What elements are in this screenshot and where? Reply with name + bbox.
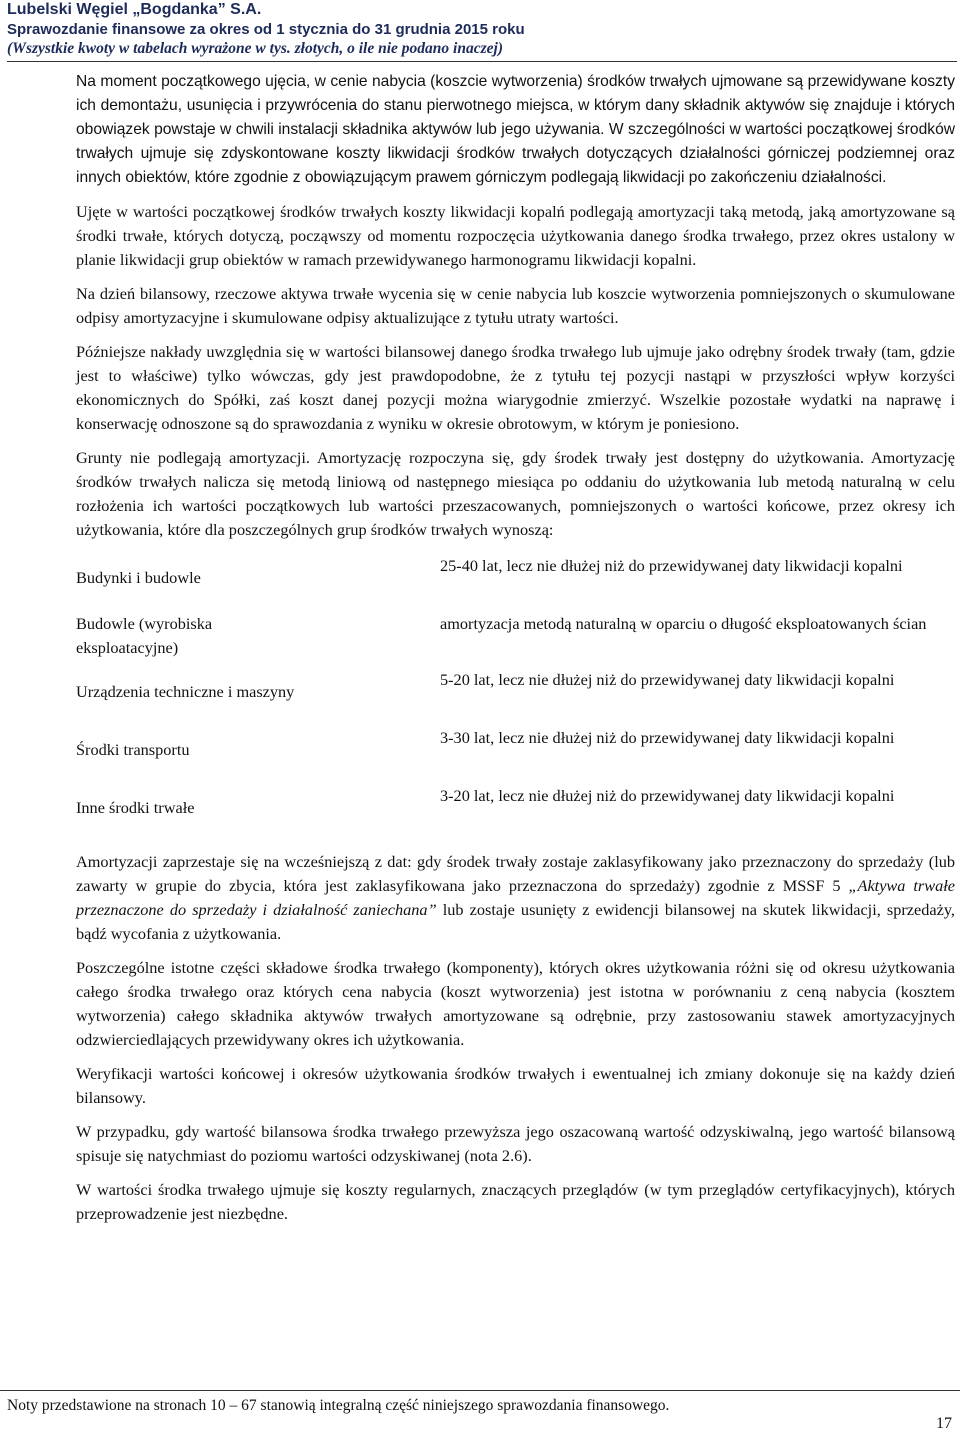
paragraph-residual-review: Weryfikacji wartości końcowej i okresów użytkowania środków trwałych i ewentualnej ich zmiany dokonuje się na każdy dzień bilansowy.: [76, 1064, 955, 1107]
depreciation-period: 3-30 lat, lecz nie dłużej niż do przewidywanej daty likwidacji kopalni: [440, 728, 895, 747]
paragraph-initial-recognition: [76, 70, 955, 190]
header-divider: [7, 61, 957, 62]
paragraph-depreciation-cessation: [76, 850, 955, 946]
asset-group: Środki transportu: [76, 740, 190, 759]
paragraph-text: lub zostaje usunięty z ewidencji bilansowej na skutek likwidacji, sprzedaży, bądź wycofania z użytkowania.: [76, 900, 955, 943]
depreciation-period: 3-20 lat, lecz nie dłużej niż do przewidywanej daty likwidacji kopalni: [440, 786, 895, 805]
page-number: 17: [936, 1415, 952, 1432]
ifrs5-title: „Aktywa trwałe przeznaczone do sprzedaży i działalność zaniechana”: [76, 876, 955, 919]
depreciation-period: 25-40 lat, lecz nie dłużej niż do przewidywanej daty likwidacji kopalni: [440, 556, 903, 575]
footer-divider: [0, 1390, 960, 1391]
report-title: Sprawozdanie finansowe za okres od 1 stycznia do 31 grudnia 2015 roku: [7, 21, 525, 38]
company-name: Lubelski Węgiel „Bogdanka” S.A.: [7, 1, 262, 18]
paragraph-depreciation: Grunty nie podlegają amortyzacji. Amortyzację rozpoczyna się, gdy środek trwały jest dostępny do użytkowania. Amortyzację środków trwałych nalicza się metodą liniową od następnego miesiąca po oddaniu do użytkowania lub metodą naturalną w celu rozłożenia ich wartości początkowych lub wartości przeszacowanych, pomniejszonych o wartości końcowe, przez okresy ich użytkowania, które dla poszczególnych grup środków trwałych wynoszą:: [76, 448, 955, 539]
paragraph-liquidation-costs: Ujęte w wartości początkowej środków trwałych koszty likwidacji kopalń podlegają amortyzacji taką metodą, jaką amortyzowane są środki trwałe, których dotyczą, począwszy od momentu rozpoczęcia użytkowania danego środka trwałego, przez okres ustalony w planie likwidacji grup obiektów w ramach przewidywanego harmonogramu likwidacji kopalni.: [76, 202, 955, 269]
paragraph-inspections: W wartości środka trwałego ujmuje się koszty regularnych, znaczących przeglądów (w tym przeglądów certyfikacyjnych), których przeprowadzenie jest niezbędne.: [76, 1180, 955, 1223]
depreciation-period: 5-20 lat, lecz nie dłużej niż do przewidywanej daty likwidacji kopalni: [440, 670, 895, 689]
depreciation-period: amortyzacja metodą naturalną w oparciu o długość eksploatowanych ścian: [440, 614, 927, 633]
paragraph-text: W szczególności w wartości początkowej środków trwałych ujmuje się zdyskontowane koszty likwidacji środków trwałych dotyczących działalności górniczej podziemnej oraz innych obiektów, które zgodnie z obowiązującym prawem górniczym podlegają likwidacji po zakończeniu działalności.: [76, 121, 955, 186]
paragraph-impairment: W przypadku, gdy wartość bilansowa środka trwałego przewyższa jego oszacowaną wartość odzyskiwalną, jego wartość bilansową spisuje się natychmiast do poziomu wartości odzyskiwanej (nota 2.6).: [76, 1122, 955, 1165]
asset-group: Budowle (wyrobiska eksploatacyjne): [76, 614, 213, 657]
amounts-note: (Wszystkie kwoty w tabelach wyrażone w tys. złotych, o ile nie podano inaczej): [7, 40, 503, 57]
paragraph-balance-valuation: Na dzień bilansowy, rzeczowe aktywa trwałe wycenia się w cenie nabycia lub koszcie wytworzenia pomniejszonych o skumulowane odpisy amortyzacyjne i skumulowane odpisy aktualizujące z tytułu utraty wartości.: [76, 284, 955, 327]
paragraph-text: Na moment początkowego ujęcia, w cenie nabycia (koszcie wytworzenia) środków trwałych ujmowane są przewidywane koszty ich demontażu, usunięcia i przywrócenia do stanu pierwotnego miejsca, w którym dany składnik aktywów się znajduje i których obowiązek powstaje w chwili instalacji składnika aktywów lub jego używania.: [76, 73, 955, 138]
asset-group: Urządzenia techniczne i maszyny: [76, 682, 295, 701]
paragraph-subsequent-costs: Późniejsze nakłady uwzględnia się w wartości bilansowej danego środka trwałego lub ujmuje jako odrębny środek trwały (tam, gdzie jest to właściwe) tylko wówczas, gdy jest prawdopodobne, że z tytułu tej pozycji nastąpi w przyszłości wpływ korzyści ekonomicznych do Spółki, zaś koszt danej pozycji można wiarygodnie zmierzyć. Wszelkie pozostałe wydatki na naprawę i konserwację odnoszone są do sprawozdania z wyniku w okresie obrotowym, w którym je poniesiono.: [76, 342, 955, 433]
depreciation-periods-table: [76, 552, 955, 842]
footer-note: Noty przedstawione na stronach 10 – 67 stanowią integralną część niniejszego sprawozdania finansowego.: [7, 1397, 670, 1414]
paragraph-text: Amortyzacji zaprzestaje się na wcześniejszą z dat: gdy środek trwały zostaje zaklasyfikowany jako przeznaczony do sprzedaży (lub zawarty w grupie do zbycia, która jest zaklasyfikowana jako przeznaczona do sprzedaży) zgodnie z MSSF 5: [76, 852, 955, 895]
document-header: [7, 0, 957, 58]
asset-group: Budynki i budowle: [76, 568, 201, 587]
paragraph-components: Poszczególne istotne części składowe środka trwałego (komponenty), których okres użytkowania różni się od okresu użytkowania całego środka trwałego oraz których cena nabycia (koszt wytworzenia) jest istotna w porównaniu z ceną nabycia (kosztem wytworzenia) całego składnika aktywów trwałych amortyzowane są odrębnie, przy zastosowaniu stawek amortyzacyjnych odzwierciedlających przewidywany okres ich użytkowania.: [76, 958, 955, 1049]
asset-group: Inne środki trwałe: [76, 798, 195, 817]
page-content: [76, 70, 955, 1236]
